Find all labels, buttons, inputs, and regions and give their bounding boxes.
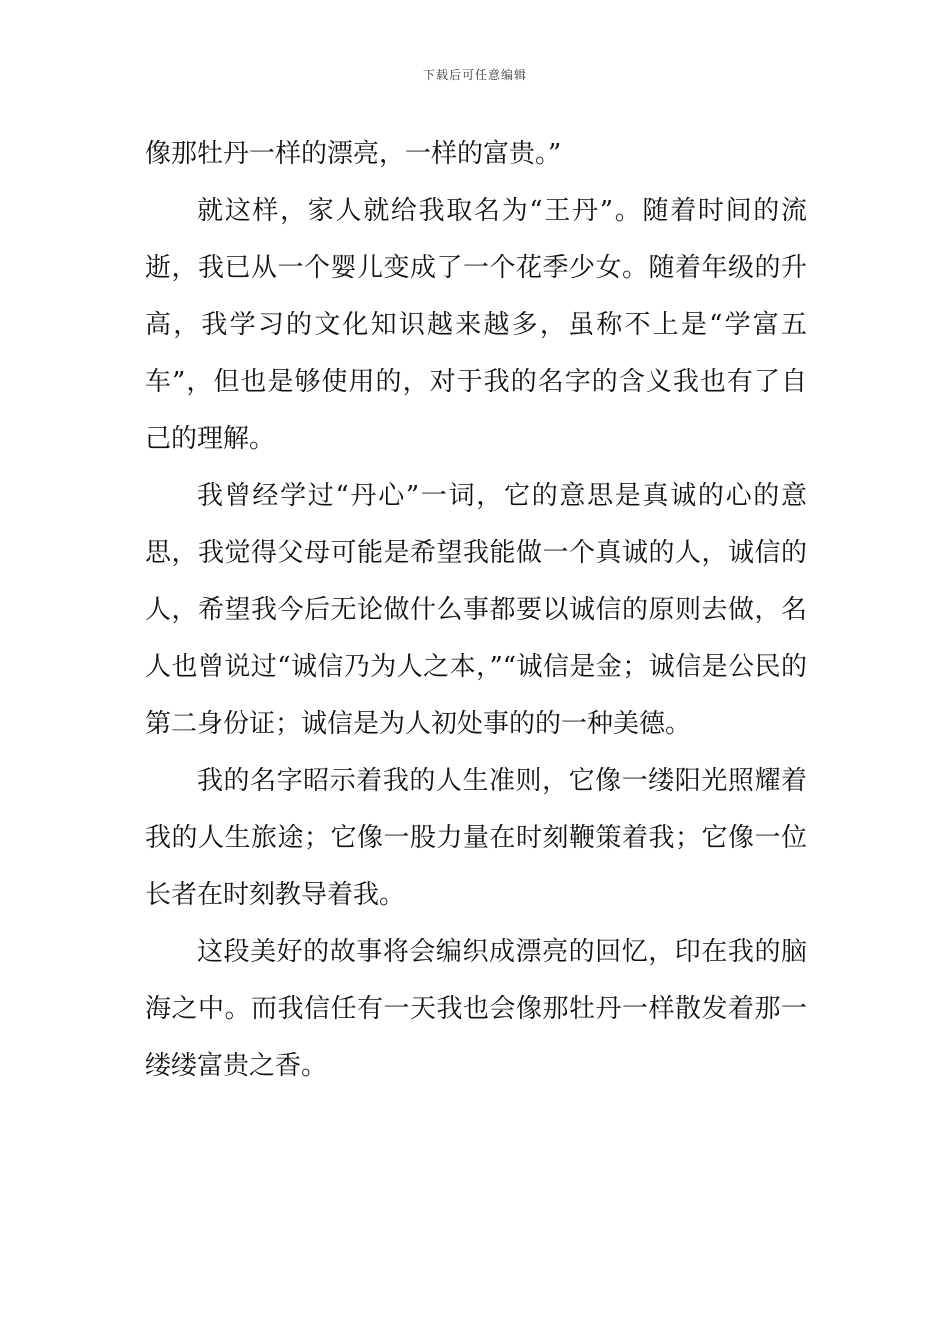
header-note: 下载后可任意编辑: [422, 68, 527, 82]
paragraph-1: 像那牡丹一样的漂亮，一样的富贵。”: [145, 139, 562, 169]
paragraph-3: 我曾经学过“丹心”一词，它的意思是真诚的心的意思，我觉得父母可能是希望我能做一个真诚的人，诚信的人，希望我今后无论做什么事都要以诚信的原则去做，名人也曾说过“诚信乃为人之本，”“诚信是金；诚信是公民的第二身份证；诚信是为人初处事的的一种美德。: [145, 481, 807, 739]
paragraph-4: 我的名字昭示着我的人生准则，它像一缕阳光照耀着我的人生旅途；它像一股力量在时刻鞭策着我；它像一位长者在时刻教导着我。: [145, 766, 807, 910]
paragraph-2: 就这样，家人就给我取名为“王丹”。随着时间的流逝，我已从一个婴儿变成了一个花季少女。随着年级的升高，我学习的文化知识越来越多，虽称不上是“学富五车”，但也是够使用的，对于我的名字的含义我也有了自己的理解。: [145, 196, 807, 454]
paragraph-5: 这段美好的故事将会编织成漂亮的回忆，印在我的脑海之中。而我信任有一天我也会像那牡丹一样散发着那一缕缕富贵之香。: [145, 937, 807, 1081]
body-text: [145, 126, 807, 1095]
